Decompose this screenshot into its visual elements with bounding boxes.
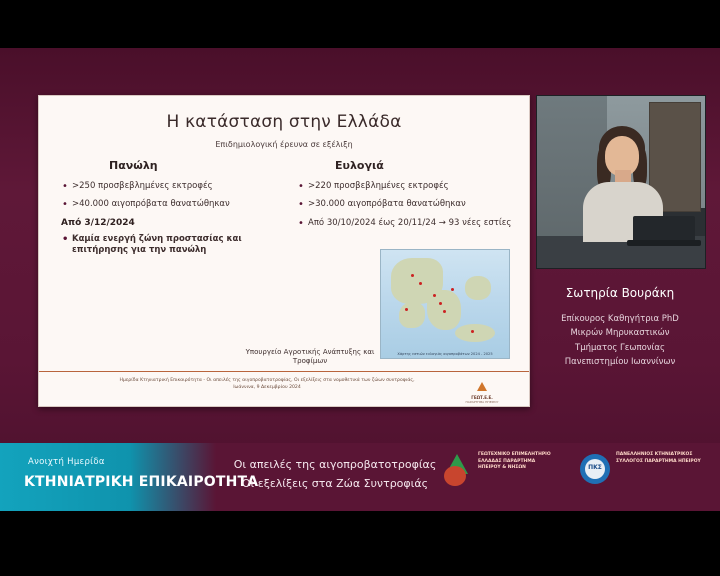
ministry-note: Υπουργείο Αγροτικής Ανάπτυξης και Τροφίμων xyxy=(245,348,375,366)
list-item: • Καμία ενεργή ζώνη προστασίας και επιτήρησης για την πανώλη xyxy=(61,234,276,257)
pks-banner-logo-text: ΠΑΝΕΛΛΗΝΙΟΣ ΚΤΗΝΙΑΤΡΙΚΟΣ ΣΥΛΛΟΓΟΣ ΠΑΡΑΡΤΗΜΑ ΗΠΕΙΡΟΥ xyxy=(616,452,701,464)
list-item: • Από 30/10/2024 έως 20/11/24 → 93 νέες εστίες xyxy=(297,218,515,229)
column-left-bold-bullet xyxy=(61,234,276,257)
pks-logo-abbr: ΠΚΣ xyxy=(588,464,602,471)
speaker-name: Σωτηρία Βουράκη xyxy=(565,286,675,300)
column-right-heading: Ευλογιά xyxy=(335,159,384,172)
letterbox-top xyxy=(0,0,720,48)
list-item: • >30.000 αιγοπρόβατα θανατώθηκαν xyxy=(297,199,515,210)
map-outbreak-dot xyxy=(433,294,436,297)
map-outbreak-dot xyxy=(419,282,422,285)
geotee-logo-sub: ΠΑΡΑΡΤΗΜΑ ΗΠΕΙΡΟΥ xyxy=(465,400,499,404)
slide-footer-text: Ημερίδα Κτηνιατρική Επικαιρότητα - Οι απειλές της αιγοπροβατοτροφίας, Οι εξελίξεις στα νομοθετικά των ζώων συντροφιάς, Ιωάννινα, 9 Δεκεμβρίου 2024 xyxy=(119,378,415,390)
laptop-icon xyxy=(633,216,695,242)
leaf-icon xyxy=(477,382,487,391)
circle-icon xyxy=(444,466,466,486)
slide-column-left xyxy=(61,159,276,264)
list-item: • >250 προσβεβλημένες εκτροφές xyxy=(61,181,276,192)
map-outbreak-dot xyxy=(443,310,446,313)
speaker-title-line: Επίκουρος Καθηγήτρια PhD xyxy=(561,314,679,324)
geotee-logo-name: ΓΕΩΤ.Ε.Ε. xyxy=(471,395,493,400)
banner-kicker: Ανοιχτή Ημερίδα xyxy=(28,457,105,467)
map-landmass xyxy=(465,276,491,300)
map-outbreak-dot xyxy=(411,274,414,277)
column-left-bullets xyxy=(61,181,276,211)
list-item: • >40.000 αιγοπρόβατα θανατώθηκαν xyxy=(61,199,276,210)
speaker-info xyxy=(520,286,720,370)
slide-column-right xyxy=(297,159,515,236)
slide-title: Η κατάσταση στην Ελλάδα xyxy=(166,112,402,132)
map-outbreak-dot xyxy=(471,330,474,333)
letterbox-bottom xyxy=(0,511,720,576)
geotee-banner-logo xyxy=(440,452,474,488)
banner-title: ΚΤΗΝΙΑΤΡΙΚΗ ΕΠΙΚΑΙΡΟΤΗΤΑ xyxy=(24,474,259,490)
speaker-webcam-feed[interactable] xyxy=(536,95,706,269)
presentation-slide xyxy=(38,95,530,407)
slide-footer xyxy=(39,371,529,406)
geotee-logo xyxy=(451,376,513,402)
speaker-title-line: Πανεπιστημίου Ιωαννίνων xyxy=(564,357,676,368)
pks-banner-logo xyxy=(578,452,612,488)
column-left-date: Από 3/12/2024 xyxy=(61,217,135,228)
speaker-title-line: Τμήματος Γεωπονίας xyxy=(575,342,665,353)
map-caption: Χάρτης εστιών ευλογιάς αιγοπροβάτων 2024 - 2025 xyxy=(397,352,493,356)
column-right-bullets xyxy=(297,181,515,229)
map-landmass xyxy=(455,324,495,342)
map-outbreak-dot xyxy=(405,308,408,311)
geotee-banner-logo-text: ΓΕΩΤΕΧΝΙΚΟ ΕΠΙΜΕΛΗΤΗΡΙΟ ΕΛΛΑΔΑΣ ΠΑΡΑΡΤΗΜΑ ΗΠΕΙΡΟΥ & ΝΗΣΩΝ xyxy=(478,452,551,471)
speaker-title-line: Μικρών Μηρυκαστικών xyxy=(570,328,670,339)
greece-outbreak-map xyxy=(380,249,510,359)
slide-subtitle: Επιδημιολογική έρευνα σε εξέλιξη xyxy=(215,140,353,149)
map-landmass xyxy=(399,302,425,328)
column-left-heading: Πανώλη xyxy=(109,159,158,172)
banner-subtitle-line-1: Οι απειλές της αιγοπροβατοτροφίας xyxy=(233,458,437,471)
map-outbreak-dot xyxy=(451,288,454,291)
list-item: • >220 προσβεβλημένες εκτροφές xyxy=(297,181,515,192)
banner-subtitle-line-2: Οι εξελίξεις στα Ζώα Συντροφιάς xyxy=(241,477,429,490)
map-outbreak-dot xyxy=(439,302,442,305)
